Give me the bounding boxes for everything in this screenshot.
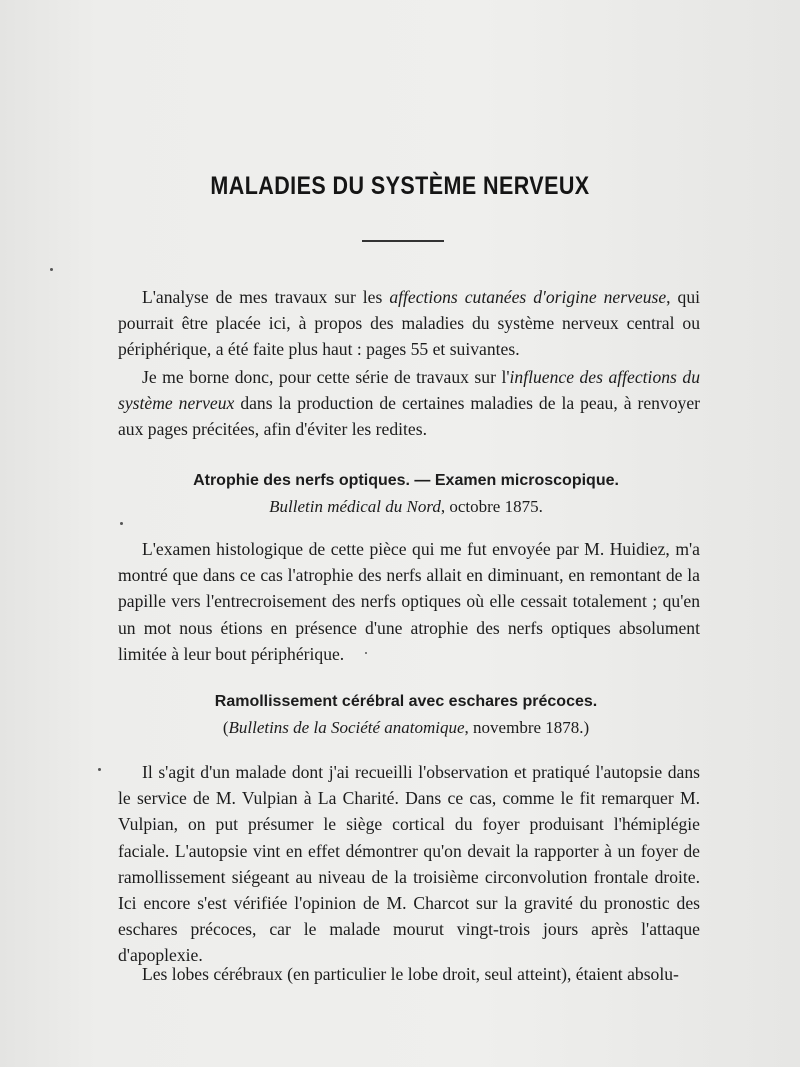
print-speck [365, 652, 367, 654]
section-heading-ramollissement: Ramollissement cérébral avec eschares précoces. [214, 693, 598, 710]
section-source-ramollissement: (Bulletins de la Société anatomique, novembre 1878.) [222, 718, 590, 737]
intro-paragraph-2: Je me borne donc, pour cette série de travaux sur l'influence des affections du système nerveux dans la production de certaines maladies de la peau, à renvoyer aux pages précitées, afin d'éviter les redites. [118, 367, 700, 440]
print-speck [50, 268, 53, 271]
print-speck [98, 768, 101, 771]
section-heading-atrophie: Atrophie des nerfs optiques. — Examen microscopique. [193, 472, 619, 489]
section-text-ramollissement-continued: Les lobes cérébraux (en particulier le lobe droit, seul atteint), étaient absolu- [142, 964, 679, 984]
section-text-atrophie: L'examen histologique de cette pièce qui me fut envoyée par M. Huidiez, m'a montré que dans ce cas l'atrophie des nerfs allait en diminuant, en remontant de la papille vers l'entrecroisement des nerfs optiques où elle cessait totalement ; qu'en un mot nous étions en présence d'une atrophie des nerfs optiques absolument limitée à leur bout périphérique. [118, 539, 700, 664]
section-source-atrophie: Bulletin médical du Nord, octobre 1875. [269, 497, 543, 516]
title-divider [362, 240, 444, 242]
section-text-ramollissement: Il s'agit d'un malade dont j'ai recueilli l'observation et pratiqué l'autopsie dans le service de M. Vulpian à La Charité. Dans ce cas, comme le fit remarquer M. Vulpian, on put présumer le siège cortical du foyer produisant l'hémiplégie faciale. L'autopsie vint en effet démontrer qu'on devait la rapporter à un foyer de ramollissement siégeant au niveau de la troisième circonvolution frontale droite. Ici encore s'est vérifiée l'opinion de M. Charcot sur la gravité du pronostic des eschares précoces, car le malade mourut vingt-trois jours après l'attaque d'apoplexie. [118, 762, 700, 966]
intro-paragraph-1: L'analyse de mes travaux sur les affections cutanées d'origine nerveuse, qui pourrait être placée ici, à propos des maladies du système nerveux central ou périphérique, a été faite plus haut : pages 55 et suivantes. [118, 287, 701, 360]
page-title: MALADIES DU SYSTÈME NERVEUX [210, 172, 590, 200]
print-speck [120, 522, 123, 525]
